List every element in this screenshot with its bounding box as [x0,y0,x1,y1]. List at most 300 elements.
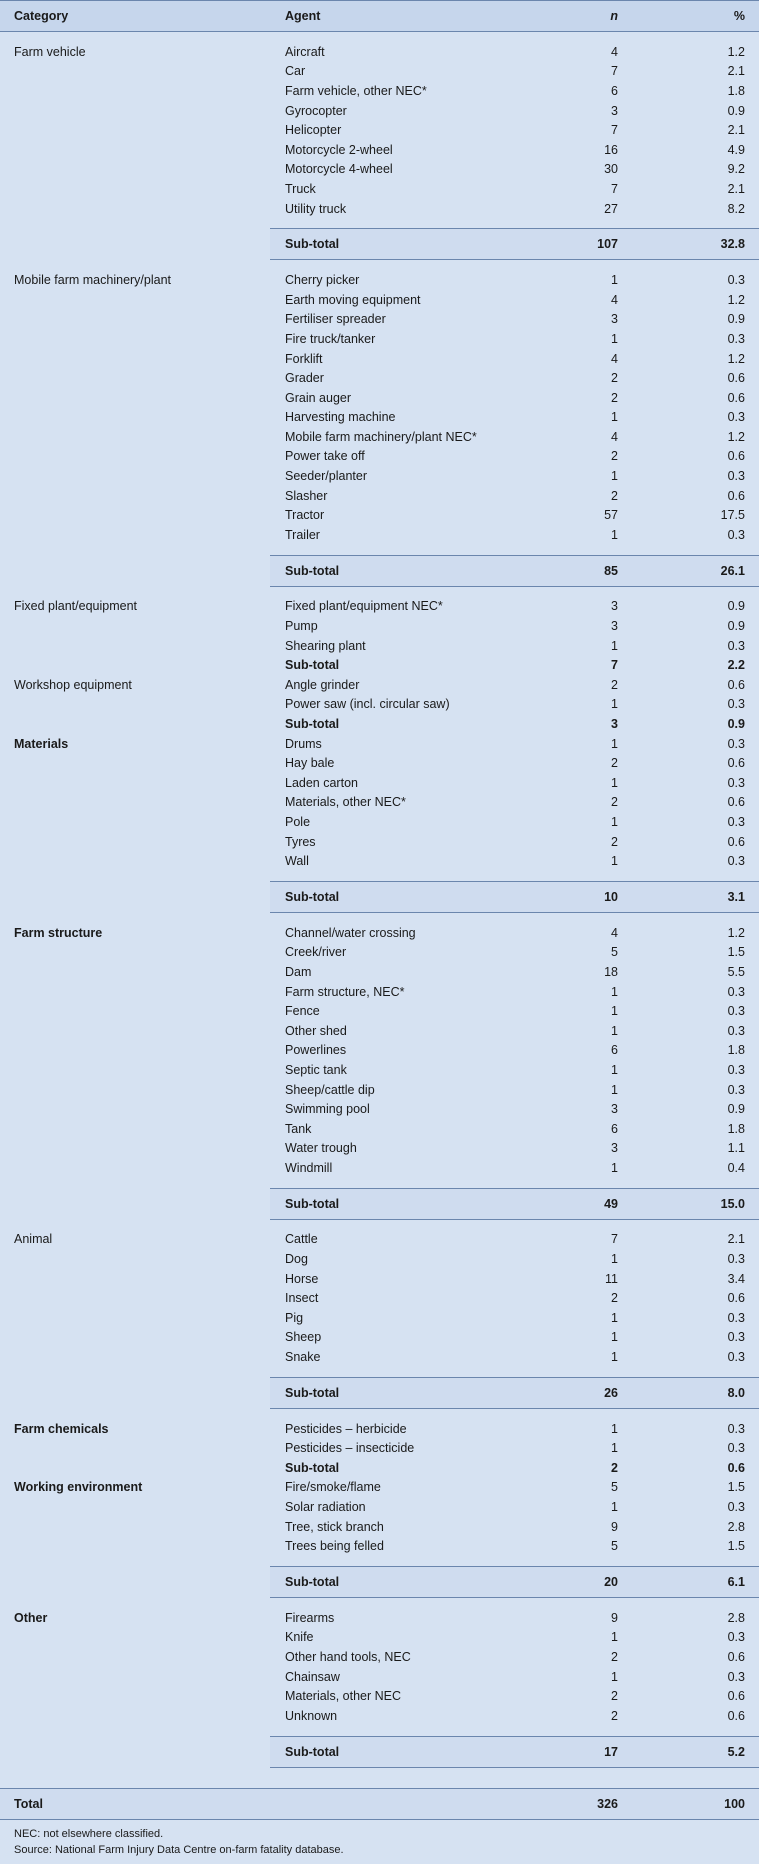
agent-percent: 0.3 [727,1004,745,1019]
table-row [0,773,759,793]
agent-label: Farm structure, NEC* [285,984,405,999]
agent-label: Windmill [285,1160,333,1175]
agent-percent: 1.2 [727,351,745,366]
agent-n: 2 [611,1649,618,1664]
subtotal-n: 85 [604,563,618,578]
agent-n: 2 [611,795,618,810]
agent-n: 18 [604,964,618,979]
subtotal-row [270,1736,759,1768]
group-gap [0,1220,759,1230]
group-gap [0,1409,759,1419]
total-n: 326 [597,1796,618,1811]
agent-label: Fence [285,1004,320,1019]
agent-percent: 1.2 [727,44,745,59]
agent-label: Power take off [285,449,365,464]
table-row [0,636,759,656]
agent-n: 1 [611,1441,618,1456]
subtotal-label: Sub-total [285,1460,340,1475]
agent-label: Gyrocopter [285,103,347,118]
agent-n: 3 [611,1141,618,1156]
subtotal-row [270,1188,759,1220]
agent-n: 11 [605,1271,618,1286]
agent-n: 2 [611,756,618,771]
table-row [0,793,759,813]
agent-n: 1 [611,638,618,653]
agent-label: Tyres [285,834,316,849]
agent-n: 5 [611,1480,618,1495]
agent-percent: 0.6 [727,1708,745,1723]
agent-label: Cattle [285,1232,318,1247]
subtotal-percent: 15.0 [720,1196,745,1211]
agent-percent: 2.1 [727,123,745,138]
category-label: Farm vehicle [14,44,86,59]
agent-label: Fixed plant/equipment NEC* [285,599,443,614]
agent-n: 1 [611,984,618,999]
table-row [0,101,759,121]
subtotal-n: 20 [604,1575,618,1589]
agent-n: 4 [611,44,618,59]
agent-label: Earth moving equipment [285,292,421,307]
agent-label: Dam [285,964,312,979]
top-gap [0,32,759,42]
agent-label: Wall [285,854,309,869]
agent-percent: 0.3 [727,1500,745,1515]
agent-n: 2 [611,488,618,503]
subtotal-label: Sub-total [285,717,340,732]
agent-label: Firearms [285,1610,335,1625]
agent-n: 9 [611,1519,618,1534]
agent-percent: 1.5 [727,945,745,960]
agent-label: Drums [285,736,322,751]
table-row [0,675,759,695]
table-row [0,597,759,617]
table-row [0,388,759,408]
agent-label: Fire truck/tanker [285,331,376,346]
agent-label: Pole [285,814,311,829]
table-row [0,42,759,62]
subtotal-n: 26 [604,1385,618,1400]
agent-n: 1 [611,736,618,751]
agent-percent: 0.9 [727,312,745,327]
agent-percent: 0.3 [727,1310,745,1325]
agent-n: 1 [611,1330,618,1345]
category-label: Workshop equipment [14,677,132,692]
agent-n: 6 [611,83,618,98]
category-label: Mobile farm machinery/plant [14,273,172,288]
agent-percent: 0.9 [727,103,745,118]
agent-label: Channel/water crossing [285,925,416,940]
agent-label: Grain auger [285,390,352,405]
agent-percent: 1.8 [727,83,745,98]
agent-n: 4 [611,429,618,444]
agent-label: Motorcycle 4-wheel [285,162,393,177]
group-gap [0,913,759,923]
agent-label: Cherry picker [285,273,360,288]
table-row [0,310,759,330]
agent-percent: 0.6 [727,390,745,405]
agent-percent: 0.3 [727,984,745,999]
agent-percent: 0.3 [727,273,745,288]
subtotal-label: Sub-total [285,658,340,673]
agent-n: 2 [611,677,618,692]
table-row [0,1099,759,1119]
table-row [0,1686,759,1706]
agent-label: Forklift [285,351,323,366]
agent-label: Fire/smoke/flame [285,1480,381,1495]
agent-percent: 1.8 [727,1043,745,1058]
table-row [0,695,759,715]
agent-label: Knife [285,1630,314,1645]
agent-label: Power saw (incl. circular saw) [285,697,450,712]
table-row [0,349,759,369]
subtotal-gap [0,1726,759,1736]
subtotal-gap [0,1367,759,1377]
agent-label: Horse [285,1271,319,1286]
agent-percent: 1.2 [727,429,745,444]
subtotal-n: 10 [604,889,618,904]
agent-percent: 0.6 [727,1649,745,1664]
table-row [0,1628,759,1648]
table-row [0,832,759,852]
agent-n: 1 [611,854,618,869]
agent-percent: 0.3 [727,638,745,653]
agent-label: Shearing plant [285,638,366,653]
agent-percent: 0.3 [727,527,745,542]
agent-percent: 0.3 [727,410,745,425]
agent-label: Trees being felled [285,1539,384,1554]
agent-label: Swimming pool [285,1102,370,1117]
table-row [0,1001,759,1021]
table-row [0,1139,759,1159]
agent-label: Pump [285,619,318,634]
agent-n: 3 [611,599,618,614]
agent-percent: 0.3 [727,1023,745,1038]
subtotal-gap [0,871,759,881]
agent-label: Utility truck [285,201,347,216]
category-label: Farm chemicals [14,1421,109,1436]
agent-percent: 1.5 [727,1539,745,1554]
subtotal-row [270,881,759,913]
table-row [0,943,759,963]
subtotal-percent: 0.6 [727,1460,745,1475]
agent-percent: 0.3 [727,1062,745,1077]
agent-n: 1 [611,331,618,346]
agent-n: 1 [611,527,618,542]
total-row [0,1788,759,1820]
agent-percent: 0.3 [727,331,745,346]
agent-percent: 0.3 [727,1330,745,1345]
table-row [0,1347,759,1367]
agent-n: 1 [611,1160,618,1175]
agent-percent: 0.3 [727,469,745,484]
agent-percent: 0.3 [727,1082,745,1097]
agent-label: Water trough [285,1141,357,1156]
subtotal-percent: 3.1 [727,889,745,904]
agent-percent: 0.6 [727,677,745,692]
agent-percent: 0.3 [727,1350,745,1365]
agent-n: 27 [604,201,618,216]
table-row [0,1438,759,1458]
group-gap [0,1768,759,1778]
subtotal-row [270,1377,759,1409]
table-row [0,1647,759,1667]
table-row [0,1667,759,1687]
subtotal-label: Sub-total [285,237,340,252]
table-row [0,270,759,290]
agent-label: Tank [285,1121,312,1136]
agent-percent: 0.9 [727,1102,745,1117]
subtotal-row [0,655,759,675]
subtotal-percent: 26.1 [720,563,745,578]
subtotal-row [270,228,759,260]
agent-n: 3 [611,1102,618,1117]
subtotal-percent: 6.1 [727,1575,745,1589]
agent-n: 2 [611,1689,618,1704]
agent-percent: 0.6 [727,449,745,464]
table-row [0,1419,759,1439]
table-row [0,1060,759,1080]
agent-n: 7 [611,123,618,138]
agent-label: Farm vehicle, other NEC* [285,83,427,98]
agent-n: 1 [611,775,618,790]
category-label: Fixed plant/equipment [14,599,137,614]
agent-n: 1 [611,1421,618,1436]
group-gap [0,1598,759,1608]
agent-n: 6 [611,1043,618,1058]
agent-percent: 0.3 [727,1669,745,1684]
agent-label: Other hand tools, NEC [285,1649,411,1664]
agent-label: Car [285,64,306,79]
agent-n: 1 [611,1023,618,1038]
table-row [0,1158,759,1178]
agent-label: Materials, other NEC* [285,795,406,810]
agent-label: Solar radiation [285,1500,366,1515]
table-row [0,525,759,545]
agent-n: 1 [611,273,618,288]
table-row [0,1230,759,1250]
agent-n: 5 [611,945,618,960]
agent-percent: 1.2 [727,292,745,307]
agent-percent: 0.6 [727,756,745,771]
agent-percent: 8.2 [727,201,745,216]
agent-n: 30 [604,162,618,177]
table-row [0,368,759,388]
agent-percent: 2.1 [727,64,745,79]
agent-label: Trailer [285,527,320,542]
table-row [0,447,759,467]
agent-label: Pesticides – herbicide [285,1421,407,1436]
agent-n: 1 [611,1082,618,1097]
agent-percent: 2.1 [727,181,745,196]
table-header [0,0,759,32]
subtotal-percent: 32.8 [720,237,745,252]
table-row [0,1608,759,1628]
agent-n: 3 [611,619,618,634]
agent-label: Snake [285,1350,321,1365]
category-label: Farm structure [14,925,103,940]
agent-percent: 0.6 [727,371,745,386]
note-nec: NEC: not elsewhere classified. [14,1827,164,1840]
agent-percent: 0.3 [727,736,745,751]
agent-label: Tree, stick branch [285,1519,384,1534]
agent-percent: 0.3 [727,775,745,790]
agent-percent: 5.5 [727,964,745,979]
agent-percent: 2.8 [727,1610,745,1625]
agent-label: Other shed [285,1023,347,1038]
agent-n: 16 [604,142,618,157]
agent-n: 1 [611,1350,618,1365]
subtotal-gap [0,1178,759,1188]
agent-label: Tractor [285,508,325,523]
agent-n: 1 [611,1062,618,1077]
subtotal-row [0,1458,759,1478]
subtotal-percent: 8.0 [727,1385,745,1400]
table-row [0,1497,759,1517]
agent-label: Harvesting machine [285,410,396,425]
agent-label: Insect [285,1291,319,1306]
category-label: Materials [14,736,69,751]
agent-n: 1 [611,1500,618,1515]
agent-percent: 0.6 [727,834,745,849]
agent-percent: 0.6 [727,795,745,810]
agent-n: 1 [611,1252,618,1267]
agent-label: Angle grinder [285,677,360,692]
agent-percent: 0.3 [727,814,745,829]
agent-percent: 1.8 [727,1121,745,1136]
agent-percent: 9.2 [727,162,745,177]
agent-n: 7 [611,181,618,196]
agent-percent: 0.6 [727,1291,745,1306]
agent-label: Fertiliser spreader [285,312,386,327]
agent-n: 6 [611,1121,618,1136]
table-row [0,199,759,219]
agent-percent: 0.3 [727,854,745,869]
table-row [0,1328,759,1348]
table-row [0,427,759,447]
agent-label: Motorcycle 2-wheel [285,142,393,157]
subtotal-label: Sub-total [285,563,340,578]
agent-n: 2 [611,1291,618,1306]
subtotal-row [0,714,759,734]
total-percent: 100 [724,1796,745,1811]
agent-percent: 0.3 [727,1252,745,1267]
subtotal-label: Sub-total [285,889,340,904]
table-notes [0,1820,759,1864]
table-row [0,923,759,943]
subtotal-label: Sub-total [285,1385,340,1400]
header-percent: % [733,9,745,23]
table-row [0,1536,759,1556]
agent-percent: 1.5 [727,1480,745,1495]
table-row [0,1478,759,1498]
table-row [0,851,759,871]
table-row [0,1021,759,1041]
agent-n: 1 [611,469,618,484]
agent-percent: 17.5 [720,508,745,523]
subtotal-n: 17 [604,1744,618,1759]
table-row [0,1119,759,1139]
agent-label: Seeder/planter [285,469,368,484]
agent-label: Materials, other NEC [285,1689,402,1704]
category-label: Working environment [14,1480,143,1495]
agent-n: 1 [611,814,618,829]
subtotal-gap [0,545,759,555]
header-category: Category [14,9,69,23]
header-agent: Agent [285,9,321,23]
agent-percent: 4.9 [727,142,745,157]
subtotal-n: 3 [611,717,618,732]
agent-label: Mobile farm machinery/plant NEC* [285,429,477,444]
table-row [0,140,759,160]
bottom-gap [0,1778,759,1788]
subtotal-n: 49 [604,1196,618,1211]
note-source: Source: National Farm Injury Data Centre on-farm fatality database. [14,1843,344,1856]
agent-label: Sheep/cattle dip [285,1082,375,1097]
subtotal-label: Sub-total [285,1575,340,1589]
agent-n: 2 [611,390,618,405]
agent-percent: 0.3 [727,1421,745,1436]
table-row [0,734,759,754]
agent-label: Creek/river [285,945,347,960]
agent-n: 2 [611,449,618,464]
table-row [0,1080,759,1100]
agent-n: 4 [611,351,618,366]
subtotal-n: 107 [597,237,618,252]
agent-label: Unknown [285,1708,338,1723]
group-gap [0,260,759,270]
table-row [0,62,759,82]
subtotal-row [270,555,759,587]
table-row [0,1706,759,1726]
agent-n: 1 [611,1310,618,1325]
agent-percent: 0.4 [727,1160,745,1175]
agent-label: Hay bale [285,756,335,771]
agent-label: Aircraft [285,44,325,59]
agent-label: Pig [285,1310,304,1325]
agent-label: Powerlines [285,1043,347,1058]
table-row [0,1249,759,1269]
agent-n: 1 [611,1630,618,1645]
agent-n: 4 [611,925,618,940]
agent-n: 7 [611,1232,618,1247]
agent-label: Truck [285,181,316,196]
subtotal-row [270,1566,759,1598]
agent-percent: 2.1 [727,1232,745,1247]
agent-n: 3 [611,312,618,327]
agent-label: Pesticides – insecticide [285,1441,415,1456]
agent-n: 7 [611,64,618,79]
agent-label: Helicopter [285,123,342,138]
table-row [0,408,759,428]
agent-n: 1 [611,1004,618,1019]
agent-label: Septic tank [285,1062,347,1077]
agent-n: 2 [611,1708,618,1723]
table-row [0,616,759,636]
table-row [0,486,759,506]
subtotal-label: Sub-total [285,1196,340,1211]
agent-n: 2 [611,834,618,849]
table-row [0,962,759,982]
agent-n: 1 [611,410,618,425]
agent-n: 1 [611,697,618,712]
agent-label: Sheep [285,1330,322,1345]
agent-percent: 0.6 [727,488,745,503]
category-label: Animal [14,1232,53,1247]
table-row [0,290,759,310]
agent-percent: 0.3 [727,1630,745,1645]
subtotal-label: Sub-total [285,1744,340,1759]
agent-label: Dog [285,1252,308,1267]
